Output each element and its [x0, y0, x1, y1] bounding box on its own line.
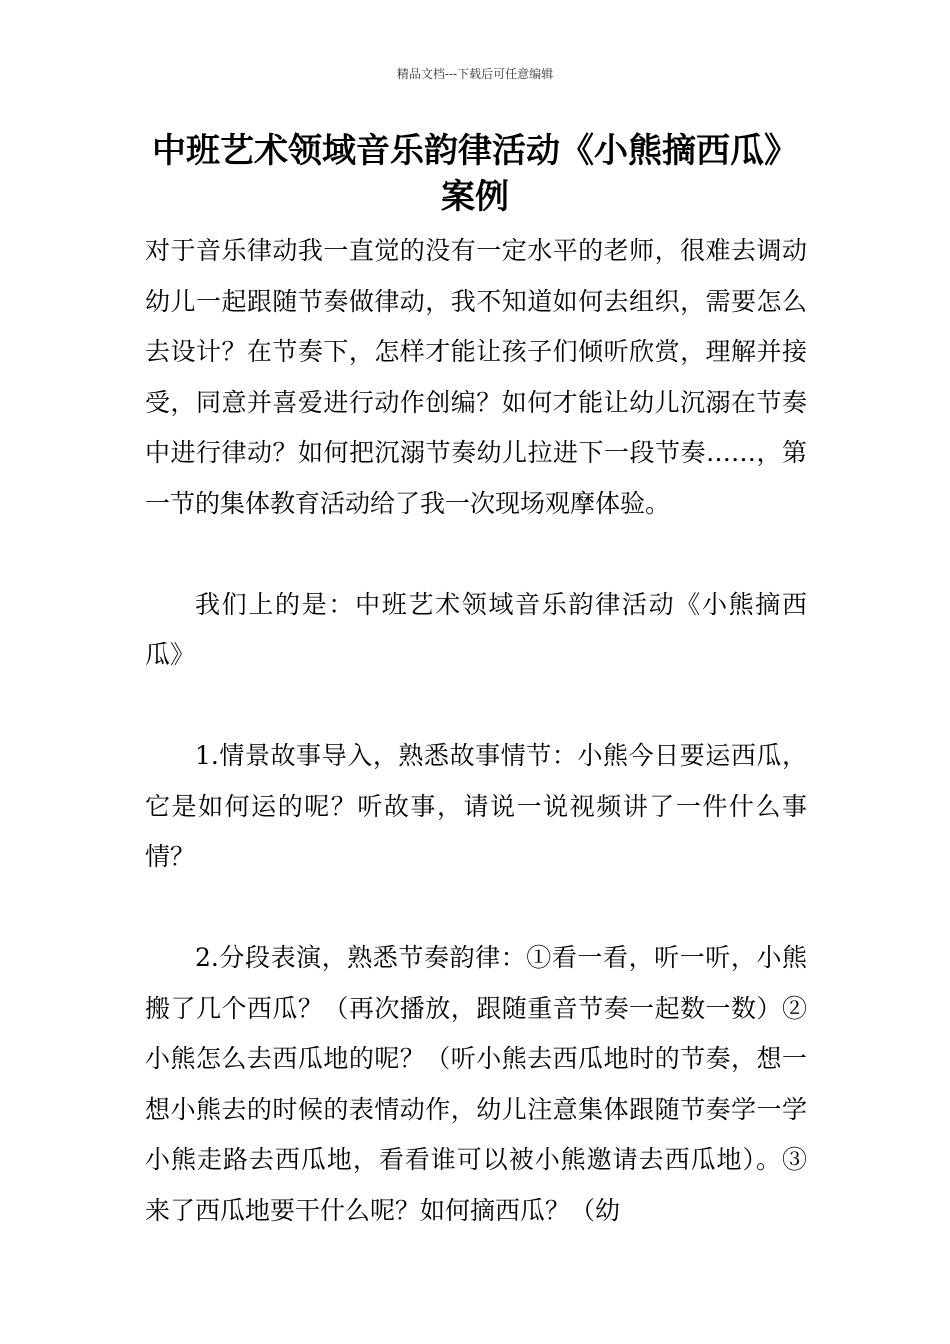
- paragraph-spacer: [145, 681, 807, 732]
- document-title: 中班艺术领域音乐韵律活动《小熊摘西瓜》案例: [152, 131, 798, 217]
- paragraph-lesson-name: 我们上的是：中班艺术领域音乐韵律活动《小熊摘西瓜》: [145, 589, 807, 669]
- paragraph-intro: 对于音乐律动我一直觉的没有一定水平的老师，很难去调动幼儿一起跟随节奏做律动，我不知道如何去组织，需要怎么去设计？在节奏下，怎样才能让孩子们倾听欣赏，理解并接受，同意并喜爱进行动作创编？如何才能让幼儿沉溺在节奏中进行律动？如何把沉溺节奏幼儿拉进下一段节奏……，第一节的集体教育活动给了我一次现场观摩体验。: [145, 236, 807, 518]
- paragraph-spacer: [145, 883, 807, 934]
- page-header: 精品文档---下载后可任意编辑: [396, 67, 554, 81]
- document-body: [145, 226, 807, 1236]
- paragraph-spacer: [145, 529, 807, 580]
- paragraph-step-1: 1.情景故事导入，熟悉故事情节：小熊今日要运西瓜，它是如何运的呢？听故事，请说一说视频讲了一件什么事情？: [145, 741, 807, 871]
- paragraph-step-2: 2.分段表演，熟悉节奏韵律：①看一看，听一听，小熊搬了几个西瓜？（再次播放，跟随重音节奏一起数一数）②小熊怎么去西瓜地的呢？（听小熊去西瓜地时的节奏，想一想小熊去的时候的表情动作，幼儿注意集体跟随节奏学一学小熊走路去西瓜地，看看谁可以被小熊邀请去西瓜地）。③来了西瓜地要干什么呢？如何摘西瓜？（幼: [145, 943, 807, 1225]
